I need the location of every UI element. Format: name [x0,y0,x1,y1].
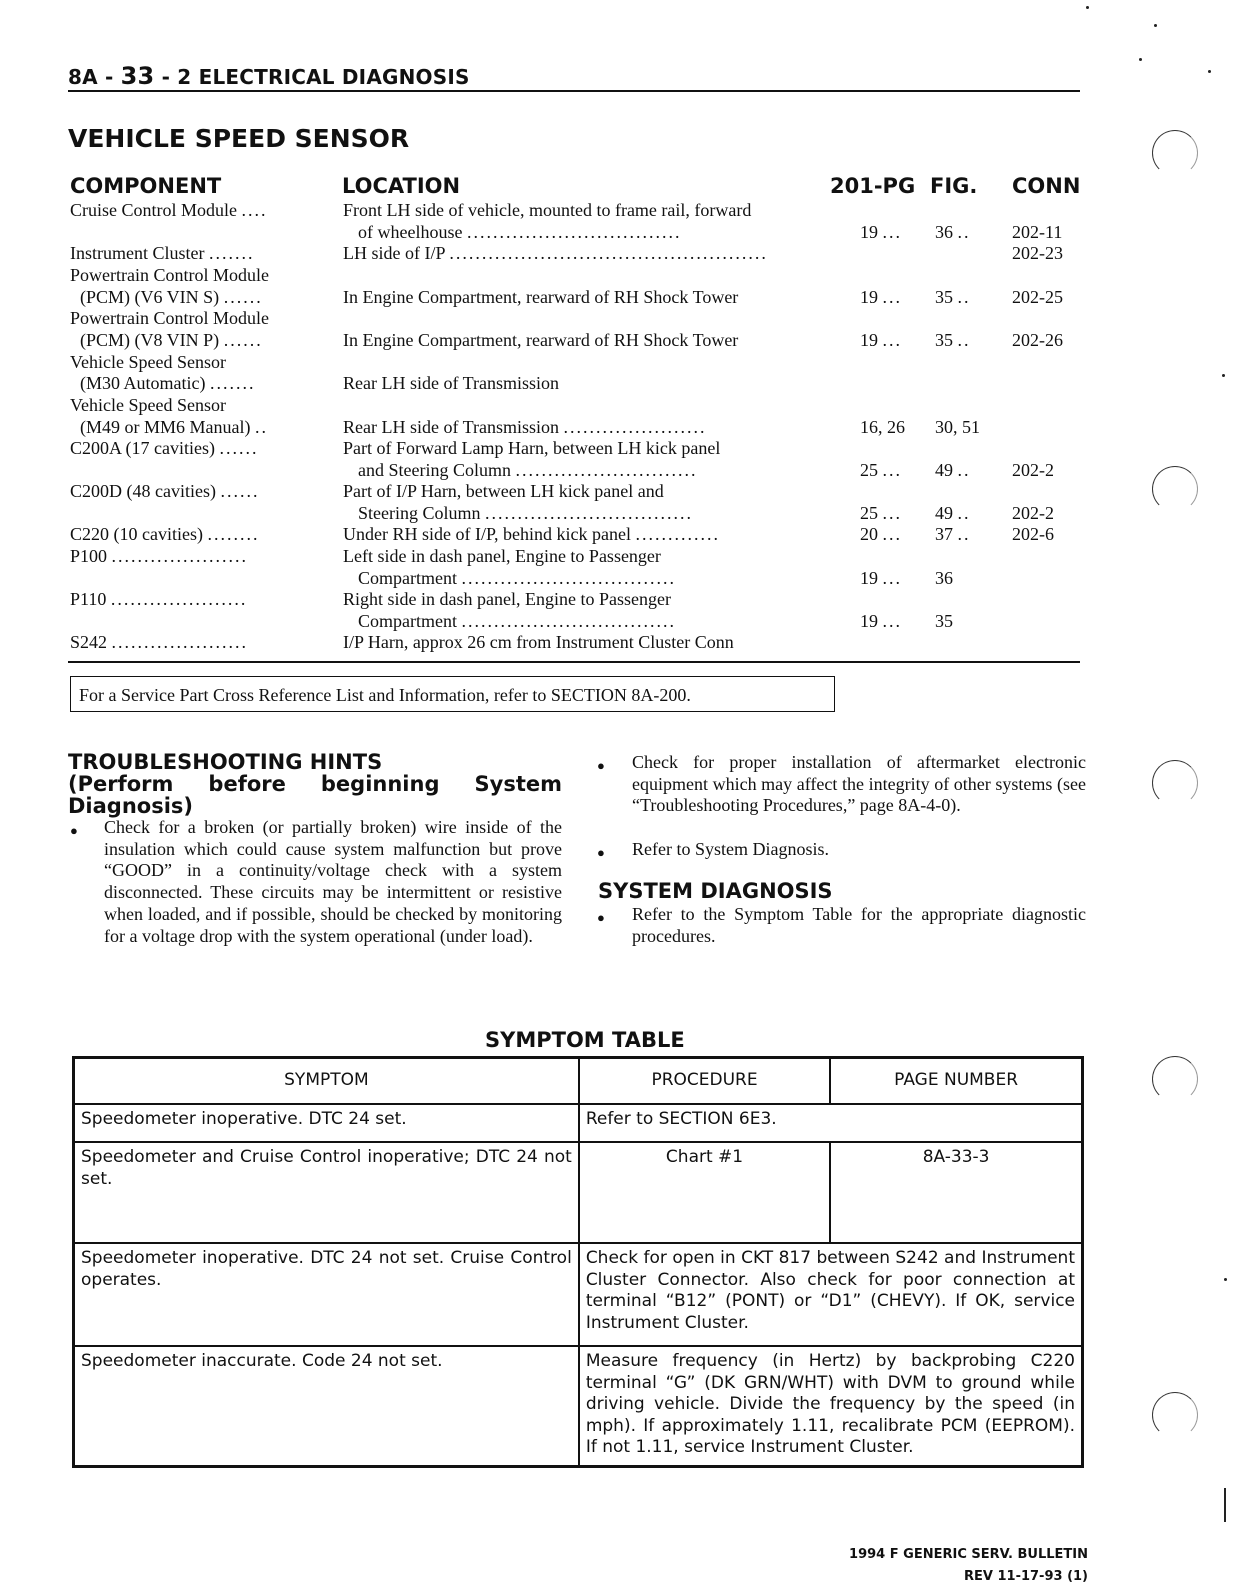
component-fig: 49 .. [935,460,971,480]
component-location-cont: Steering Column ................................ [358,503,693,523]
footer-revision: REV 11-17-93 (1) [964,1569,1088,1584]
page-header [68,62,470,90]
component-fig: 36 [935,568,953,588]
component-pg: 16, 26 [860,417,905,437]
binder-hole-icon [1152,760,1198,806]
scan-speck [1154,24,1157,27]
component-name: Vehicle Speed Sensor [70,352,226,372]
footer-bulletin: 1994 F GENERIC SERV. BULLETIN [849,1547,1088,1562]
component-location: LH side of I/P ................................................. [343,243,768,263]
component-name-cont: (M30 Automatic) ....... [80,373,256,393]
system-diagnosis-heading: SYSTEM DIAGNOSIS [598,879,833,903]
col-pg: 201-PG [830,174,916,198]
component-location-cont: and Steering Column ............................ [358,460,698,480]
symptom-table [72,1056,1084,1468]
procedure-cell: Check for open in CKT 817 between S242 and Instrument Cluster Connector. Also check for poor connection at terminal “B12” (PONT) or “D1” (CHEVY). If OK, service Instrument Cluster. [579,1243,1083,1346]
procedure-cell: Refer to SECTION 6E3. [579,1104,1083,1142]
cross-reference-note: For a Service Part Cross Reference List and Information, refer to SECTION 8A-200. [70,676,835,712]
component-location: Under RH side of I/P, behind kick panel ............. [343,524,720,544]
component-pg: 19 ... [860,287,902,307]
component-name: Cruise Control Module .... [70,200,268,220]
component-name: P110 ..................... [70,589,248,609]
component-name: Powertrain Control Module [70,265,269,285]
component-pg: 20 ... [860,524,902,544]
system-diagnosis-text: Refer to the Symptom Table for the appropriate diagnostic procedures. [632,904,1086,946]
component-pg: 19 ... [860,222,902,242]
col-location: LOCATION [342,174,461,198]
component-pg: 19 ... [860,611,902,631]
hint-text: Check for a broken (or partially broken) wire inside of the insulation which could cause system malfunction but prove “GOOD” in a continuity/voltage check with a system disconnected. These circuits may be intermittent or resistive when loaded, and if possible, should be checked by monitoring for a voltage drop with the system operational (under load). [104,817,562,946]
component-location: Right side in dash panel, Engine to Passenger [343,589,671,609]
col-conn: CONN [1012,174,1081,198]
troubleshooting-subheading-cont: Diagnosis) [68,794,194,818]
scan-mark [1224,1488,1226,1522]
component-name-cont: (PCM) (V6 VIN S) ...... [80,287,263,307]
troubleshooting-subheading: (Perform before beginning System [68,772,562,796]
component-location: Front LH side of vehicle, mounted to frame rail, forward [343,200,752,220]
component-name-cont: (PCM) (V8 VIN P) ...... [80,330,263,350]
header-rule [68,90,1080,92]
component-name: P100 ..................... [70,546,249,566]
bullet-icon: ● [70,823,78,838]
table-row [74,1104,1083,1142]
component-conn: 202-2 [1012,460,1054,480]
component-name: Powertrain Control Module [70,308,269,328]
component-conn: 202-25 [1012,287,1063,307]
component-location-cont: Compartment ................................. [358,611,676,631]
component-conn: 202-26 [1012,330,1063,350]
table-row [74,1346,1083,1466]
col-fig: FIG. [930,174,978,198]
troubleshooting-heading: TROUBLESHOOTING HINTS [68,750,383,774]
bullet-icon: ● [597,910,605,925]
scan-speck [1224,1278,1227,1281]
component-location: In Engine Compartment, rearward of RH Shock Tower [343,287,739,307]
component-location: Rear LH side of Transmission [343,373,559,393]
component-location: In Engine Compartment, rearward of RH Shock Tower [343,330,739,350]
page-ref-prefix: 8A - [68,65,114,89]
symptom-cell: Speedometer inoperative. DTC 24 not set. Cruise Control operates. [74,1243,579,1346]
page-ref-suffix: - 2 [161,65,192,89]
component-name-cont: (M49 or MM6 Manual) .. [80,417,268,437]
component-name: C220 (10 cavities) ........ [70,524,260,544]
component-conn: 202-23 [1012,243,1063,263]
symptom-cell: Speedometer and Cruise Control inoperative; DTC 24 not set. [74,1142,579,1243]
procedure-cell: Measure frequency (in Hertz) by backprobing C220 terminal “G” (DK GRN/WHT) with DVM to ground while driving vehicle. Divide the frequency by the speed (in mph). If approximately 1.11, recalibrate PCM (EEPROM). If not 1.11, service Instrument Cluster. [579,1346,1083,1466]
col-component: COMPONENT [70,174,222,198]
binder-hole-icon [1152,466,1198,512]
component-conn: 202-2 [1012,503,1054,523]
component-fig: 49 .. [935,503,971,523]
component-location: Part of I/P Harn, between LH kick panel and [343,481,664,501]
hint-text: Refer to System Diagnosis. [632,839,829,859]
procedure-cell: Chart #1 [579,1142,830,1243]
table-bottom-rule [68,661,1080,663]
troubleshooting-section [68,751,562,817]
component-fig: 35 .. [935,330,971,350]
symptom-table-title: SYMPTOM TABLE [485,1028,685,1052]
symptom-cell: Speedometer inoperative. DTC 24 set. [74,1104,579,1142]
component-location: Part of Forward Lamp Harn, between LH kick panel [343,438,721,458]
footer [849,1544,1088,1584]
component-pg: 25 ... [860,460,902,480]
scan-speck [1139,58,1142,61]
component-pg: 19 ... [860,568,902,588]
component-name: Instrument Cluster ....... [70,243,255,263]
component-conn: 202-11 [1012,222,1063,242]
page-ref-mid: 33 [120,62,155,90]
scan-speck [1086,6,1089,9]
component-fig: 30, 51 [935,417,980,437]
component-pg: 19 ... [860,330,902,350]
component-location: Rear LH side of Transmission ...................... [343,417,707,437]
scan-speck [1222,374,1225,377]
page-number-cell: 8A-33-3 [830,1142,1082,1243]
binder-hole-icon [1152,130,1198,176]
header-procedure: PROCEDURE [579,1058,830,1105]
component-conn: 202-6 [1012,524,1054,544]
component-name: C200D (48 cavities) ...... [70,481,260,501]
component-name: Vehicle Speed Sensor [70,395,226,415]
component-fig: 36 .. [935,222,971,242]
component-location: I/P Harn, approx 26 cm from Instrument Cluster Conn [343,632,734,652]
symptom-cell: Speedometer inaccurate. Code 24 not set. [74,1346,579,1466]
component-location: Left side in dash panel, Engine to Passenger [343,546,661,566]
component-location-cont: of wheelhouse ................................. [358,222,682,242]
section-title: ELECTRICAL DIAGNOSIS [198,65,470,89]
header-page-number: PAGE NUMBER [830,1058,1082,1105]
page-title: VEHICLE SPEED SENSOR [68,124,410,153]
component-fig: 35 [935,611,953,631]
table-header-row [74,1058,1083,1105]
table-row [74,1142,1083,1243]
component-location-cont: Compartment ................................. [358,568,676,588]
component-name: C200A (17 cavities) ...... [70,438,259,458]
component-pg: 25 ... [860,503,902,523]
header-symptom: SYMPTOM [74,1058,579,1105]
table-row [74,1243,1083,1346]
bullet-icon: ● [597,758,605,773]
component-fig: 35 .. [935,287,971,307]
binder-hole-icon [1152,1392,1198,1438]
component-fig: 37 .. [935,524,971,544]
component-name: S242 ..................... [70,632,249,652]
binder-hole-icon [1152,1056,1198,1102]
scan-speck [1208,70,1211,73]
hint-text: Check for proper installation of aftermarket electronic equipment which may affect the integrity of other systems (see “Troubleshooting Procedures,” page 8A-4-0). [632,752,1086,816]
bullet-icon: ● [597,845,605,860]
